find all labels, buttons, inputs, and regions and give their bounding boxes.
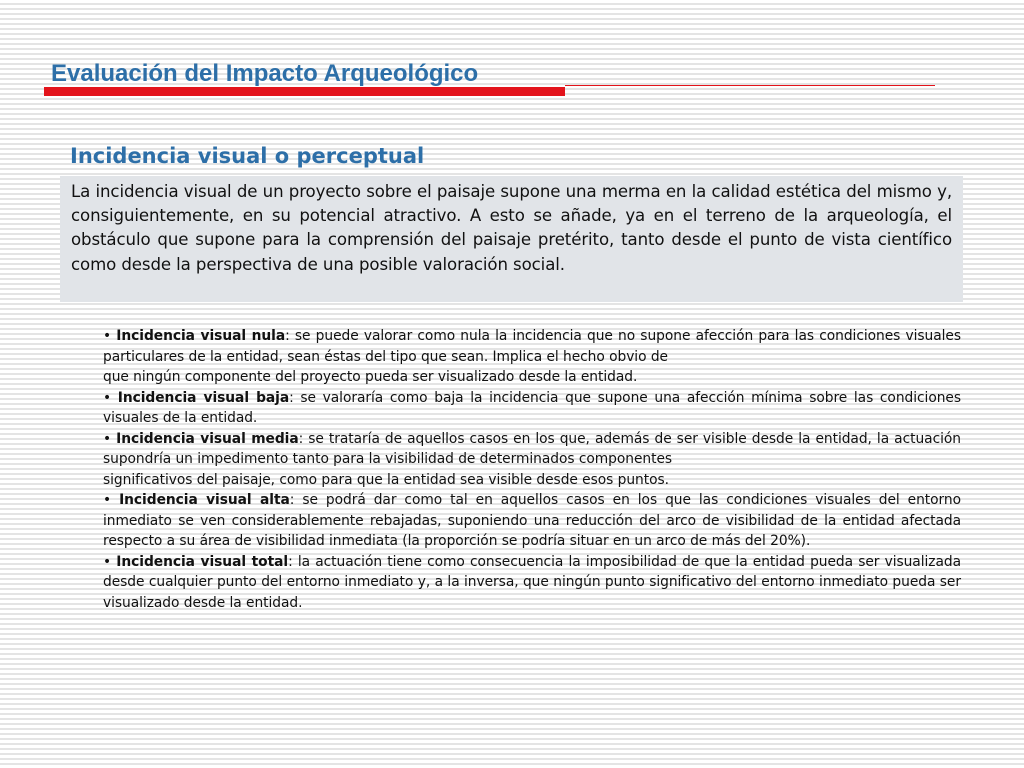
bullet-text: : se podrá dar como tal en aquellos casos en los que las condiciones visuales del entorno inmediato se ven considerablemente rebajadas, suponiendo una reducción del arco de visibilidad de la entidad afectada respecto a su área de visibilidad inmediata (la proporción se podría situar en un arco de más del 20%). xyxy=(103,492,961,549)
bullet-text: : se valoraría como baja la incidencia que supone una afección mínima sobre las condiciones visuales de la entidad. xyxy=(103,389,961,426)
bullet-continuation: significativos del paisaje, como para que la entidad sea visible desde esos puntos. xyxy=(103,471,669,488)
bullet-icon: • xyxy=(103,389,118,406)
intro-box xyxy=(60,176,963,302)
bullet-item-media xyxy=(103,429,961,470)
slide-title: Evaluación del Impacto Arqueológico xyxy=(51,60,479,87)
bullet-item-total xyxy=(103,552,961,614)
bullet-text: : se trataría de aquellos casos en los que, además de ser visible desde la entidad, la actuación supondría un impedimento tanto para la visibilidad de determinados componentes xyxy=(103,430,961,467)
bullet-list xyxy=(103,326,961,613)
bullet-text: : se puede valorar como nula la incidencia que no supone afección para las condiciones visuales particulares de la entidad, sean éstas del tipo que sean. Implica el hecho obvio de xyxy=(103,328,961,365)
bullet-item-baja xyxy=(103,388,961,429)
bullet-icon: • xyxy=(103,430,117,447)
section-heading: Incidencia visual o perceptual xyxy=(70,144,425,168)
bullet-icon: • xyxy=(103,553,117,570)
bullet-item-alta xyxy=(103,490,961,552)
bullet-text: : la actuación tiene como consecuencia la imposibilidad de que la entidad pueda ser visualizada desde cualquier punto del entorno inmediato y, a la inversa, que ningún punto significativo del entorno inmediato pueda ser visualizado desde la entidad. xyxy=(103,553,961,611)
bullet-term: Incidencia visual baja xyxy=(117,389,290,406)
title-underline-rule xyxy=(565,85,935,86)
bullet-icon: • xyxy=(103,492,120,508)
bullet-icon: • xyxy=(103,328,117,344)
bullet-term: Incidencia visual nula xyxy=(116,328,286,344)
bullet-continuation: que ningún componente del proyecto pueda ser visualizado desde la entidad. xyxy=(103,369,638,385)
bullet-term: Incidencia visual media xyxy=(116,430,299,447)
intro-text: La incidencia visual de un proyecto sobre el paisaje supone una merma en la calidad estética del mismo y, consiguientemente, en su potencial atractivo. A esto se añade, ya en el terreno de la arqueología, el obstáculo que supone para la comprensión del paisaje pretérito, tanto desde el punto de vista científico como desde la perspectiva de una posible valoración social. xyxy=(71,182,952,274)
title-underline-bar xyxy=(44,87,565,96)
bullet-term: Incidencia visual alta xyxy=(119,492,290,508)
bullet-item-nula xyxy=(103,326,961,367)
bullet-term: Incidencia visual total xyxy=(116,553,289,570)
